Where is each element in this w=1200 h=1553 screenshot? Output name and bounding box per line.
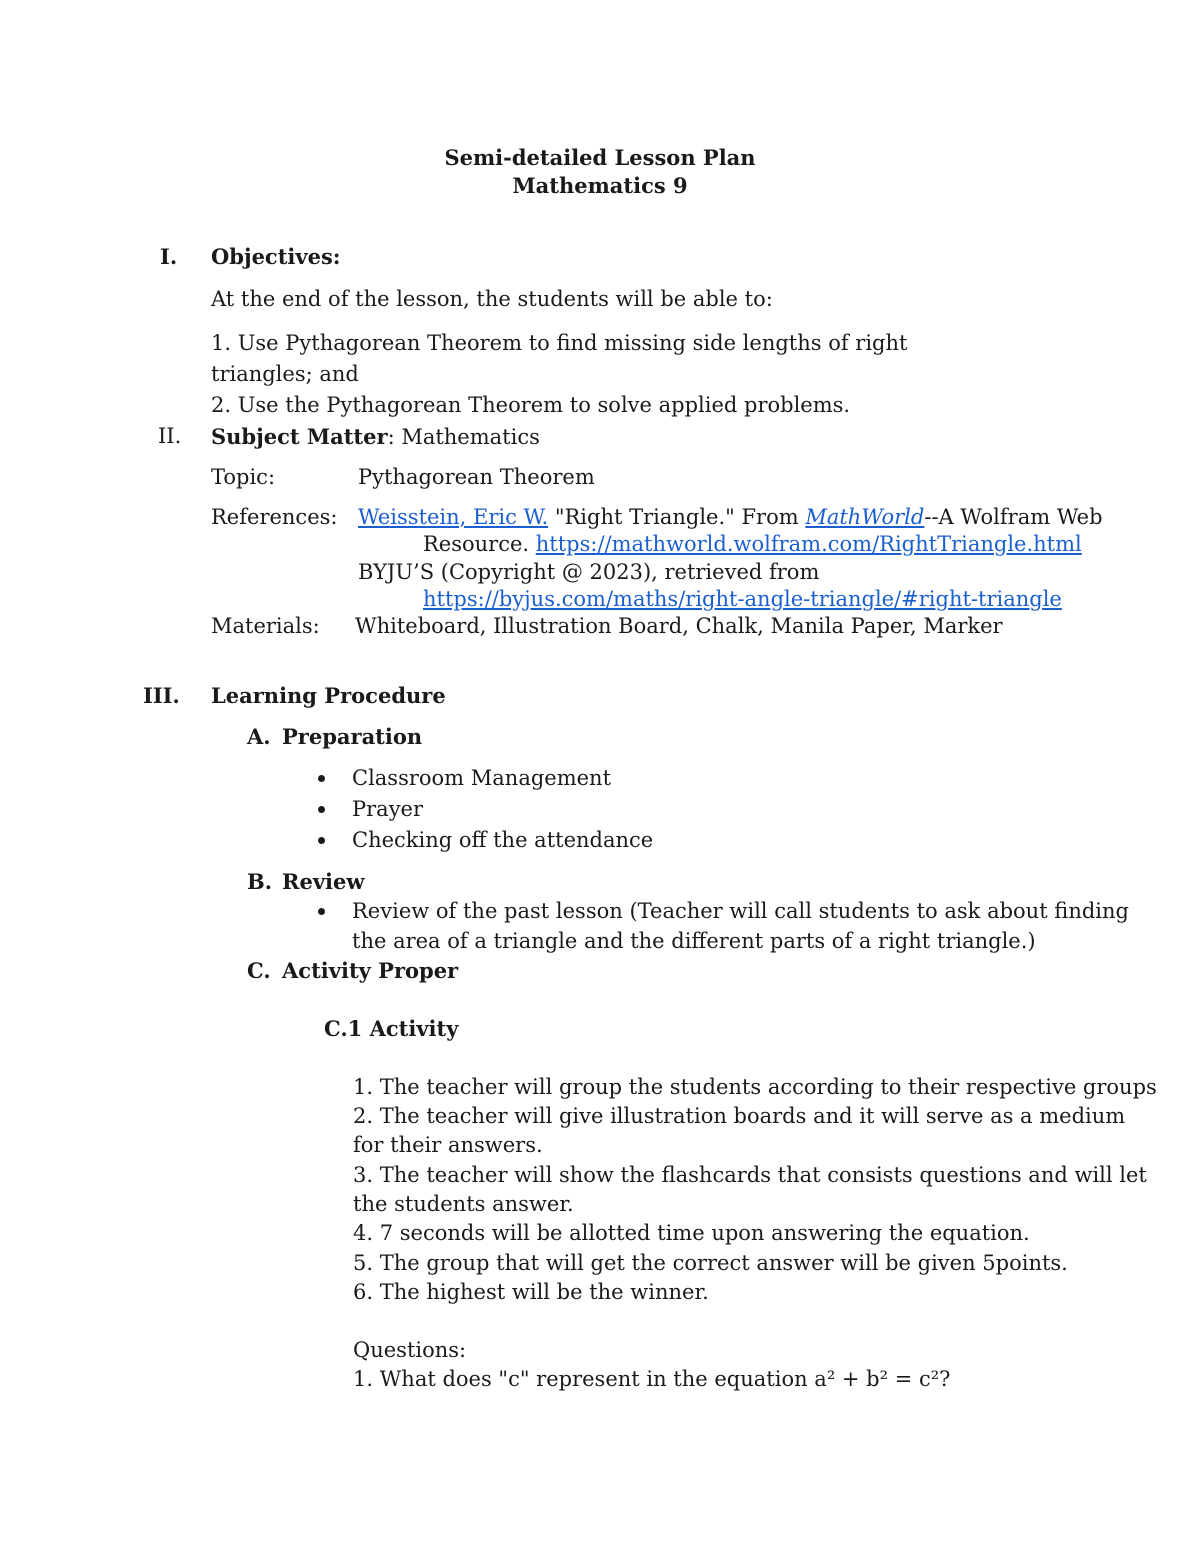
subject-matter-value: : Mathematics xyxy=(387,425,540,449)
reference-1-author-link[interactable]: Weisstein, Eric W. xyxy=(358,505,549,529)
learning-procedure-heading: Learning Procedure xyxy=(211,683,446,708)
subject-matter-heading: Subject Matter xyxy=(211,424,388,449)
preparation-item-1: Classroom Management xyxy=(352,766,612,790)
objectives-heading: Objectives: xyxy=(211,244,341,269)
page-title: Semi-detailed Lesson Plan xyxy=(444,145,756,170)
objective-item-1-line1: 1. Use Pythagorean Theorem to find missing side lengths of right xyxy=(211,331,908,355)
activity-step: 4. 7 seconds will be allotted time upon answering the equation. xyxy=(353,1221,1030,1245)
reference-1-line1 xyxy=(358,507,1103,528)
activity-proper-letter: C. xyxy=(247,958,271,983)
reference-1-tail: --A Wolfram Web xyxy=(924,505,1103,529)
page-subtitle: Mathematics 9 xyxy=(512,173,688,198)
reference-1-title: "Right Triangle." From xyxy=(548,505,806,529)
preparation-heading: Preparation xyxy=(282,724,423,749)
reference-1-resource: Resource. xyxy=(423,532,536,556)
review-item-line1: Review of the past lesson (Teacher will call students to ask about finding xyxy=(352,899,1129,923)
section-numeral-2: II. xyxy=(158,424,182,448)
bullet-icon xyxy=(318,806,325,813)
review-heading: Review xyxy=(282,869,365,894)
preparation-item-2: Prayer xyxy=(352,797,424,821)
bullet-icon xyxy=(318,775,325,782)
activity-proper-heading: Activity Proper xyxy=(282,958,459,983)
activity-step: the students answer. xyxy=(353,1192,574,1216)
objective-item-1-line2: triangles; and xyxy=(211,362,359,386)
topic-value: Pythagorean Theorem xyxy=(358,465,595,489)
section-numeral-1: I. xyxy=(160,244,178,269)
materials-value: Whiteboard, Illustration Board, Chalk, Manila Paper, Marker xyxy=(355,614,1003,638)
preparation-item-3: Checking off the attendance xyxy=(352,828,654,852)
reference-1-url-link[interactable]: https://mathworld.wolfram.com/RightTriangle.html xyxy=(535,532,1082,556)
review-letter: B. xyxy=(247,869,273,894)
materials-label: Materials: xyxy=(211,614,320,638)
subject-matter-line xyxy=(211,426,540,448)
reference-2-line2 xyxy=(423,589,1062,610)
activity-step: 1. The teacher will group the students according to their respective groups xyxy=(353,1075,1157,1099)
activity-step: 5. The group that will get the correct answer will be given 5points. xyxy=(353,1251,1068,1275)
reference-2-text: BYJU’S (Copyright @ 2023), retrieved from xyxy=(358,560,820,584)
activity-step: for their answers. xyxy=(353,1133,543,1157)
bullet-icon xyxy=(318,837,325,844)
objectives-intro: At the end of the lesson, the students will be able to: xyxy=(211,287,773,311)
review-item-line2: the area of a triangle and the different parts of a right triangle.) xyxy=(352,929,1036,953)
questions-label: Questions: xyxy=(353,1338,467,1362)
reference-1-line2 xyxy=(423,534,1082,555)
objective-item-2: 2. Use the Pythagorean Theorem to solve applied problems. xyxy=(211,393,851,417)
activity-step: 2. The teacher will give illustration boards and it will serve as a medium xyxy=(353,1104,1126,1128)
bullet-icon xyxy=(318,908,325,915)
activity-step: 6. The highest will be the winner. xyxy=(353,1280,709,1304)
topic-label: Topic: xyxy=(211,465,276,489)
reference-1-source-link[interactable]: MathWorld xyxy=(805,505,925,529)
activity-subheading: C.1 Activity xyxy=(324,1016,459,1041)
reference-2-url-link[interactable]: https://byjus.com/maths/right-angle-triangle/#right-triangle xyxy=(423,587,1062,611)
references-label: References: xyxy=(211,505,338,529)
section-numeral-3: III. xyxy=(143,683,180,708)
activity-step: 3. The teacher will show the flashcards that consists questions and will let xyxy=(353,1163,1147,1187)
question-1: 1. What does "c" represent in the equation a² + b² = c²? xyxy=(353,1367,951,1391)
preparation-letter: A. xyxy=(247,724,271,749)
